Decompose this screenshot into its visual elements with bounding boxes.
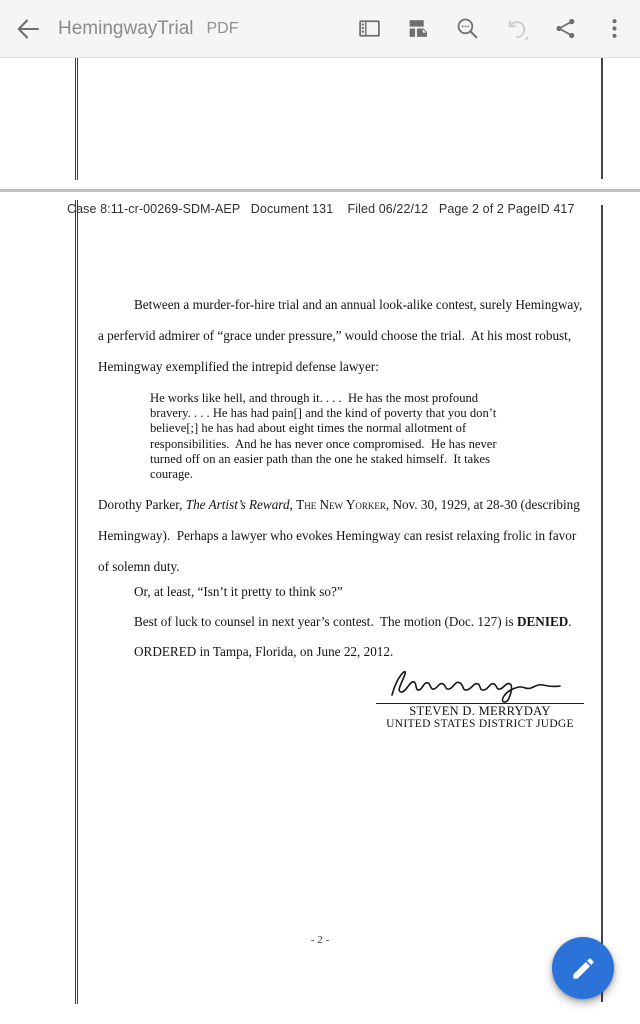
pleading-rule-left-p1 bbox=[75, 58, 78, 180]
denied-pre: Best of luck to counsel in next year’s contest. The motion (Doc. 127) is bbox=[134, 614, 517, 629]
pleading-rule-right-p1 bbox=[601, 58, 603, 179]
share-button[interactable] bbox=[545, 8, 585, 48]
denied-word: DENIED bbox=[516, 614, 569, 629]
pleading-rule-left-p2 bbox=[75, 200, 78, 1004]
judge-name: STEVEN D. MERRYDAY bbox=[409, 704, 551, 718]
app-bar bbox=[0, 0, 640, 58]
signature-block bbox=[376, 664, 584, 731]
denied-post: . bbox=[568, 614, 572, 629]
overflow-menu-button[interactable] bbox=[594, 8, 634, 48]
pdf-page-1-fragment[interactable] bbox=[0, 58, 640, 189]
citation-work-title: The Artist’s Reward bbox=[185, 497, 290, 512]
judge-title: UNITED STATES DISTRICT JUDGE bbox=[386, 718, 574, 730]
overflow-menu-icon bbox=[602, 16, 627, 41]
case-header-stamp: Case 8:11-cr-00269-SDM-AEP Document 131 Filed 06/22/12 Page 2 of 2 PageID 417 bbox=[67, 202, 575, 216]
citation-post: , Nov. 30, 1929, at 28-30 (describing Hemingway). Perhaps a lawyer who evokes Hemingway can resist relaxing frolic in favor of solemn duty. bbox=[98, 497, 584, 574]
paragraph-citation bbox=[98, 489, 590, 582]
pleading-rule-right-p2 bbox=[601, 205, 603, 1002]
citation-mid: , bbox=[289, 497, 297, 512]
judge-signature-scrawl bbox=[384, 664, 576, 706]
citation-publication: The New Yorker bbox=[296, 497, 386, 512]
arrow-left-icon bbox=[15, 16, 41, 42]
page-number: - 2 - bbox=[310, 934, 330, 946]
pencil-icon bbox=[570, 955, 597, 982]
page-thumbnails-view-button[interactable] bbox=[349, 8, 389, 48]
page-thumbnails-icon bbox=[357, 16, 382, 41]
document-title: HemingwayTrial bbox=[58, 17, 194, 39]
reading-mode-button[interactable] bbox=[398, 8, 438, 48]
back-button[interactable] bbox=[8, 9, 48, 49]
paragraph-denied bbox=[98, 606, 590, 637]
citation-pre: Dorothy Parker, bbox=[98, 497, 186, 512]
file-type-label: PDF bbox=[206, 19, 239, 37]
block-quote: He works like hell, and through it. . . . He has the most profound bravery. . . . He has had pain[] and the kind of poverty that you don’t believe[;] he has had about eight times the normal allotment of responsibilities. And he has never once compromised. He has never turned off on an easier path than the one he staked himself. It takes courage. bbox=[150, 391, 500, 482]
toolbar-actions bbox=[349, 8, 634, 48]
undo-icon bbox=[504, 16, 529, 41]
paragraph-intro: Between a murder-for-hire trial and an annual look-alike contest, surely Hemingway, a perfervid admirer of “grace under pressure,” would choose the trial. At his most robust, Hemingway exemplified the intrepid defense lawyer: bbox=[98, 297, 586, 374]
paragraph-ordered: ORDERED in Tampa, Florida, on June 22, 2012. bbox=[134, 644, 394, 659]
paragraph-pretty-quote: Or, at least, “Isn’t it pretty to think so?” bbox=[134, 584, 343, 599]
search-button[interactable] bbox=[447, 8, 487, 48]
share-icon bbox=[553, 16, 578, 41]
search-icon bbox=[455, 16, 480, 41]
pdf-page-2[interactable] bbox=[0, 192, 640, 1024]
undo-button[interactable] bbox=[496, 8, 536, 48]
reading-mode-icon bbox=[406, 16, 431, 41]
edit-fab[interactable] bbox=[552, 937, 614, 999]
